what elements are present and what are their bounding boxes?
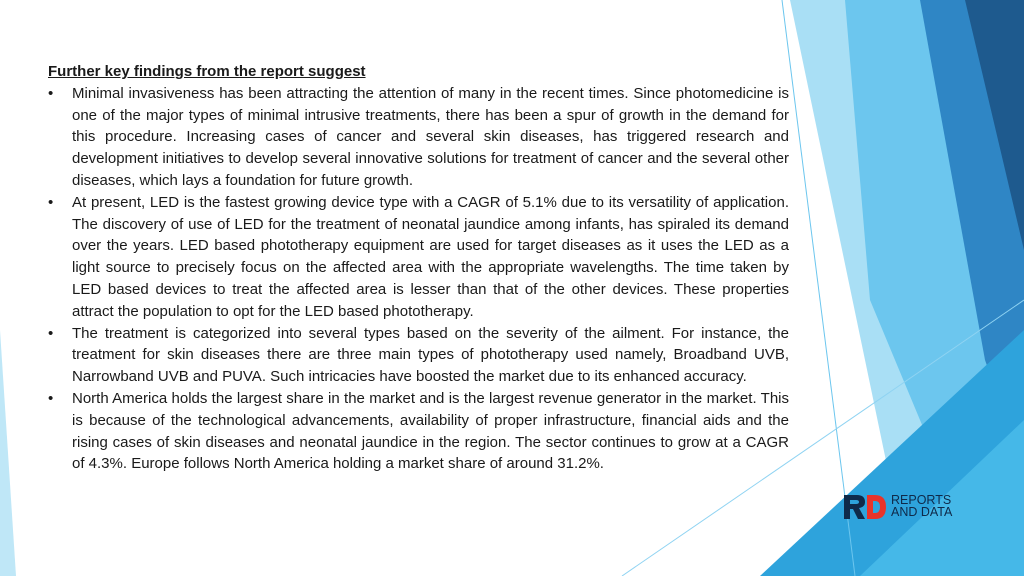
finding-item [48,388,789,475]
logo-line-2: AND DATA [891,505,953,519]
finding-item [48,323,789,388]
reports-and-data-logo [843,492,983,522]
finding-text: Minimal invasiveness has been attracting the attention of many in the recent times. Since photomedicine is one of the major types of minimal intrusive treatments, there has been a spur of growth in the demand for this procedure. Increasing cases of cancer and several skin diseases, has triggered research and development initiatives to develop several innovative solutions for treatment of cancer and the several other diseases, which lays a foundation for future growth. [72,84,789,189]
findings-content [48,61,789,475]
rd-logo-mark-icon [843,494,887,520]
finding-item [48,83,789,192]
logo-wordmark [891,494,952,518]
finding-text: At present, LED is the fastest growing device type with a CAGR of 5.1% due to its versatility of application. The discovery of use of LED for the treatment of neonatal jaundice among infants, has spiraled its demand over the years. LED based phototherapy equipment are used for target diseases as it uses the LED as a light source to precisely focus on the affected area with the appropriate wavelengths. The time taken by LED based devices to treat the affected area is lesser than that of the other devices. These properties attract the population to opt for the LED based phototherapy. [72,193,789,320]
bullet-icon: • [48,193,54,211]
finding-text: The treatment is categorized into several types based on the severity of the ailment. For instance, the treatment for skin diseases there are three main types of phototherapy used namely, Broadband UVB, Narrowband UVB and PUVA. Such intricacies have boosted the market due to its enhanced accuracy. [72,324,789,386]
left-edge-strip [0,330,16,576]
section-heading: Further key findings from the report suggest [48,63,366,80]
bullet-icon: • [48,324,54,342]
bullet-icon: • [48,84,54,102]
findings-list [48,83,789,475]
logo-line-1: REPORTS [891,493,952,507]
finding-text: North America holds the largest share in the market and is the largest revenue generator in the market. This is because of the technological advancements, availability of proper infrastructure, financial aids and the rising cases of skin diseases and neonatal jaundice in the region. The sector continues to grow at a CAGR of 4.3%. Europe follows North America holding a market share of around 31.2%. [72,389,789,473]
finding-item [48,192,789,323]
bullet-icon: • [48,389,54,407]
